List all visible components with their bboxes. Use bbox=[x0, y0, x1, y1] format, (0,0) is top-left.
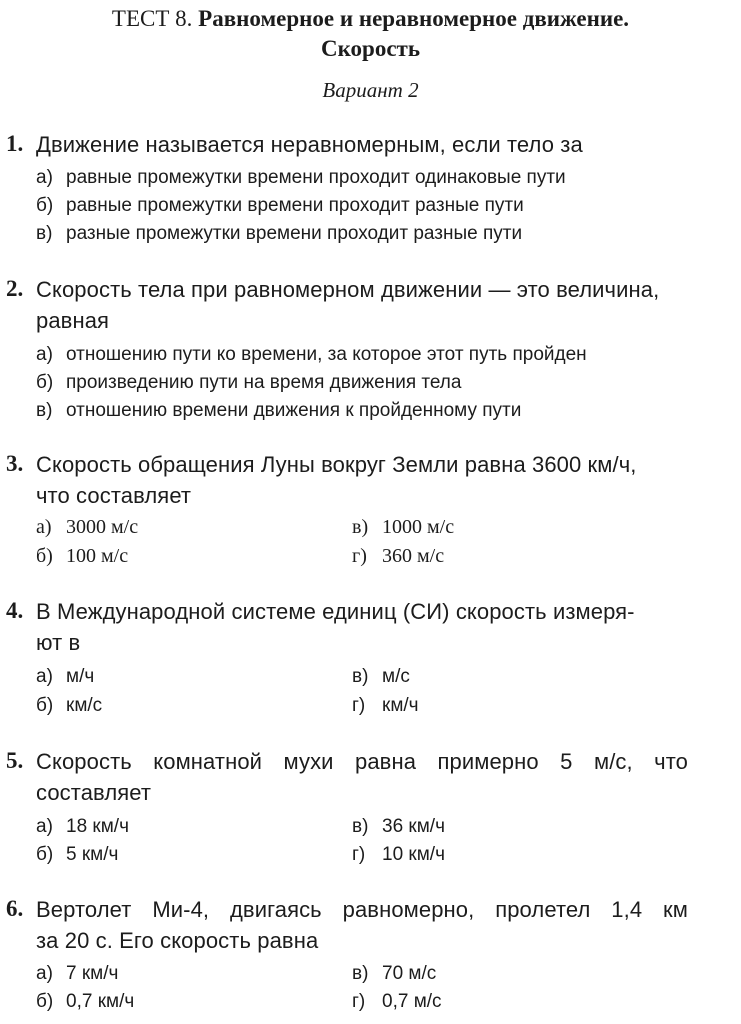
option-letter: б) bbox=[36, 844, 54, 865]
question-text bbox=[36, 449, 688, 511]
option-letter: а) bbox=[36, 666, 53, 687]
answer-option bbox=[352, 514, 454, 541]
variant-label: Вариант 2 bbox=[322, 78, 419, 102]
option-text: 0,7 м/с bbox=[382, 991, 442, 1012]
option-text: км/ч bbox=[382, 695, 419, 716]
option-text: произведению пути на время движения тела bbox=[66, 372, 462, 393]
answer-option bbox=[352, 841, 445, 868]
question-text bbox=[36, 746, 688, 808]
answer-option bbox=[352, 960, 436, 987]
question-number: 6. bbox=[6, 896, 24, 921]
option-letter: в) bbox=[352, 516, 369, 538]
option-letter: г) bbox=[352, 695, 366, 716]
answer-option bbox=[36, 663, 94, 690]
option-text: равные промежутки времени проходит разные пути bbox=[66, 195, 524, 216]
option-text: 3000 м/с bbox=[66, 516, 139, 538]
answer-option bbox=[36, 192, 524, 219]
option-text: отношению времени движения к пройденному пути bbox=[66, 400, 522, 421]
option-letter: в) bbox=[352, 816, 369, 837]
answer-option bbox=[36, 813, 129, 840]
question-text-line: составляет bbox=[36, 780, 152, 805]
test-topic-line2: Скорость bbox=[320, 36, 421, 61]
option-text: 5 км/ч bbox=[66, 844, 119, 865]
page-title bbox=[0, 4, 741, 34]
option-letter: в) bbox=[352, 963, 369, 984]
question-text bbox=[36, 274, 688, 336]
option-letter: г) bbox=[352, 991, 366, 1012]
option-letter: а) bbox=[36, 963, 53, 984]
option-letter: г) bbox=[352, 545, 367, 567]
option-text: отношению пути ко времени, за которое этот путь пройден bbox=[66, 344, 587, 365]
option-text: 1000 м/с bbox=[382, 516, 455, 538]
question-text bbox=[36, 596, 688, 658]
question-text-line: Скорость тела при равномерном движении — это величина, bbox=[36, 277, 660, 302]
option-text: 36 км/ч bbox=[382, 816, 445, 837]
test-topic-line1: Равномерное и неравномерное движение. bbox=[198, 6, 630, 31]
option-text: м/ч bbox=[66, 666, 95, 687]
question-text-line: что составляет bbox=[36, 483, 192, 508]
answer-option bbox=[352, 543, 444, 570]
option-letter: г) bbox=[352, 844, 366, 865]
question-number: 1. bbox=[6, 131, 24, 156]
question-text bbox=[36, 894, 688, 956]
option-text: 18 км/ч bbox=[66, 816, 129, 837]
question-text-line: за 20 с. Его скорость равна bbox=[36, 928, 319, 953]
question-text-line: Скорость комнатной мухи равна примерно 5 м/с, что bbox=[36, 749, 688, 774]
option-letter: б) bbox=[36, 372, 54, 393]
answer-option bbox=[352, 988, 442, 1015]
answer-option bbox=[36, 220, 522, 247]
option-text: м/с bbox=[382, 666, 410, 687]
option-text: км/с bbox=[66, 695, 103, 716]
question-number: 4. bbox=[6, 598, 24, 623]
option-letter: а) bbox=[36, 344, 53, 365]
answer-option bbox=[352, 663, 410, 690]
answer-option bbox=[36, 543, 128, 570]
answer-option bbox=[36, 988, 134, 1015]
option-text: 0,7 км/ч bbox=[66, 991, 135, 1012]
question-text-line: ют в bbox=[36, 630, 81, 655]
option-letter: б) bbox=[36, 695, 54, 716]
test-label: ТЕСТ 8. bbox=[111, 6, 193, 31]
question-text-line: Движение называется неравномерным, если тело за bbox=[36, 132, 583, 157]
option-letter: б) bbox=[36, 991, 54, 1012]
question-text-line: Вертолет Ми-4, двигаясь равномерно, пролетел 1,4 км bbox=[36, 897, 688, 922]
question-text-line: равная bbox=[36, 308, 110, 333]
answer-option bbox=[36, 692, 102, 719]
option-letter: а) bbox=[36, 816, 53, 837]
answer-option bbox=[36, 164, 566, 191]
option-letter: б) bbox=[36, 545, 53, 567]
option-letter: а) bbox=[36, 516, 52, 538]
answer-option bbox=[36, 341, 587, 368]
answer-option bbox=[352, 692, 419, 719]
answer-option bbox=[36, 369, 461, 396]
option-text: 360 м/с bbox=[382, 545, 445, 567]
question-text-line: В Международной системе единиц (СИ) скорость измеря- bbox=[36, 599, 635, 624]
option-letter: а) bbox=[36, 167, 53, 188]
question-number: 2. bbox=[6, 276, 24, 301]
question-text bbox=[36, 129, 596, 160]
answer-option bbox=[36, 397, 521, 424]
option-letter: б) bbox=[36, 195, 54, 216]
option-text: разные промежутки времени проходит разные пути bbox=[66, 223, 523, 244]
question-number: 3. bbox=[6, 451, 24, 476]
option-text: 100 м/с bbox=[66, 545, 129, 567]
question-text-line: Скорость обращения Луны вокруг Земли равна 3600 км/ч, bbox=[36, 452, 637, 477]
answer-option bbox=[36, 960, 118, 987]
option-letter: в) bbox=[36, 223, 53, 244]
option-letter: в) bbox=[352, 666, 369, 687]
answer-option bbox=[36, 841, 118, 868]
answer-option bbox=[352, 813, 445, 840]
option-text: 10 км/ч bbox=[382, 844, 445, 865]
question-number: 5. bbox=[6, 748, 24, 773]
option-text: равные промежутки времени проходит одинаковые пути bbox=[66, 167, 566, 188]
option-text: 70 м/с bbox=[382, 963, 437, 984]
option-letter: в) bbox=[36, 400, 53, 421]
option-text: 7 км/ч bbox=[66, 963, 119, 984]
answer-option bbox=[36, 514, 138, 541]
